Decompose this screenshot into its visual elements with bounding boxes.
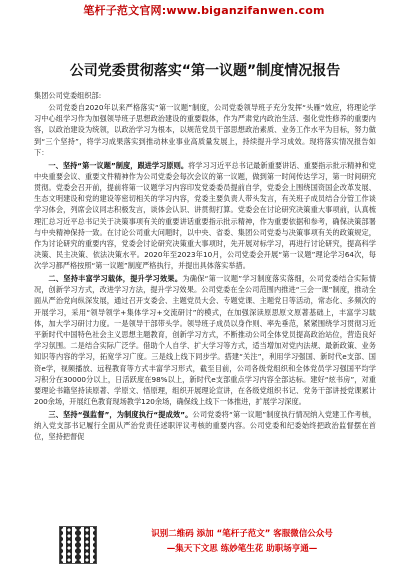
paragraph-intro	[34, 102, 376, 158]
promo-line-1: 识别二维码 添加 “笔杆子范文” 客服微信公众号	[151, 529, 333, 539]
document-title: 公司党委贯彻落实“第一议题”制度情况报告	[69, 63, 341, 79]
site-header-banner[interactable]: 笔杆子范文官网:www.biganzifanwen.com	[83, 4, 325, 17]
paragraph-text: 公司党委将“第一议题”制度执行情况纳入党建工作考核，纳入党支部书记履行全面从严治党责任述职评议考核的重要内容。公司党委和纪委始终把政治监督摆在首位，坚持把督促	[34, 409, 377, 442]
section-heading: 三、坚持“强监督”，为制度执行“提成效”。	[48, 409, 193, 419]
paragraph-text: 为确保“第一议题”学习制度落实落细，公司党委结合实际情况，创新学习方式，改进学习方法，提升学习效果。公司党委在全公司范围内推进“三会一课”制度，推动全面从严治党向纵深发展，通过召开支委会、主题党员大会、专题党课、主题党日等活动，常态化、多频次的开展学习，采用“领导领学+集体学习+交流研讨”的模式，在加强深读原思原文原著基础上，丰富学习载体，加大学习研讨力度。一是领导干部带头学。领导班子成员以身作则、率先垂范，紧紧围绕学习贯彻习近平新时代中国特色社会主义思想主题教育，创新学习方式，不断推动公司全体党员提高政治站位，营造良好学习氛围。二是结合实际广泛学。借助个人自学、扩大学习等方式，适当增加对党内法规、最新政策、业务知识等内容的学习，拓宽学习广度。三是线上线下同步学。搭建“关注”，利用学习强国、新时代e支部、国资e学，视频播放、远程教育等方式丰富学习形式，截至目前，公司各级党组织和全体党员学习强国平均学习积分在30000分以上，日活跃度在98%以上，新时代e支部重点学习内容全部达标。建好“炫书房”，对重要理论书籍坚持读原著、学原文、悟原理，组织开展理论宣讲，在各级党组织书记、党务干部讲授党课累计200余场，开展红色教育现场教学120余场，确保线上线下一体推进，扩展学习深度。	[34, 274, 376, 407]
paragraph-text: 公司党委自2020年以来严格落实“第一议题”制度，公司党委领导班子充分发挥“头雁”效应，将理论学习中心组学习作为加强领导班子思想政治建设的重要载体，作为严肃党内政治生活、强化党性修养的重要内容，以政治建设为统领，以政治学习为根本，以规范党员干部思想政治素质、业务工作水平为目标，努力做到“三个坚持”，将学习成果落实到推动林业事业高质量发展上，持续提升学习成效。现将落实情况报告如下：	[34, 103, 376, 157]
section-heading: 二、坚持丰富学习载体，提升学习效果。	[48, 274, 183, 284]
paragraph-text: 将学习习近平总书记最新重要讲话、重要指示批示精神和党中央重要会议、重要文件精神作为公司党委会每次会议的第一议题，做到第一时间传达学习，第一时间研究贯彻。党委会召开前，提前将第一议题学习内容印发党委委员提前自学，党委会上围绕国资国企改革发展、生态文明建设和党的建设等密切相关的学习内容，党委主要负责人带头发言，有关班子成员结合分管工作谈学习体会，列席会议同志积极发言，谈体会认识、讲贯彻打算。党委会在讨论研究决策重大事项前，认真梳理汇总习近平总书记关于决策事项有关的重要讲话重要指示批示精神，作为重要依据和参考，确保决策部署与中央精神保持一致。在讨论公司重大问题时，以中央、省委、集团公司党委与决策事项有关的政策规定，作为讨论研究的重要内容，党委会讨论研究决策重大事项时，先开展对标学习，再进行讨论研究，提高科学决策、民主决策、依法决策水平。2020年至2023年10月，公司党委会开展“第一议题”理论学习64次，每次学习都严格按照“第一议题”制度严格执行，并提出具体落实举措。	[34, 160, 376, 271]
promo-line-2: —集天下文思 练妙笔生花 助职场亨通—	[166, 544, 318, 554]
addressee: 集团公司党委组织部:	[34, 91, 102, 100]
paragraph-section-3	[34, 409, 376, 443]
document-body	[34, 62, 376, 444]
section-heading: 一、坚持“第一议题”制度，跟进学习原则。	[48, 160, 189, 170]
paragraph-section-2	[34, 273, 376, 407]
paragraph-section-1	[34, 160, 376, 272]
qr-code-icon[interactable]	[59, 526, 97, 564]
